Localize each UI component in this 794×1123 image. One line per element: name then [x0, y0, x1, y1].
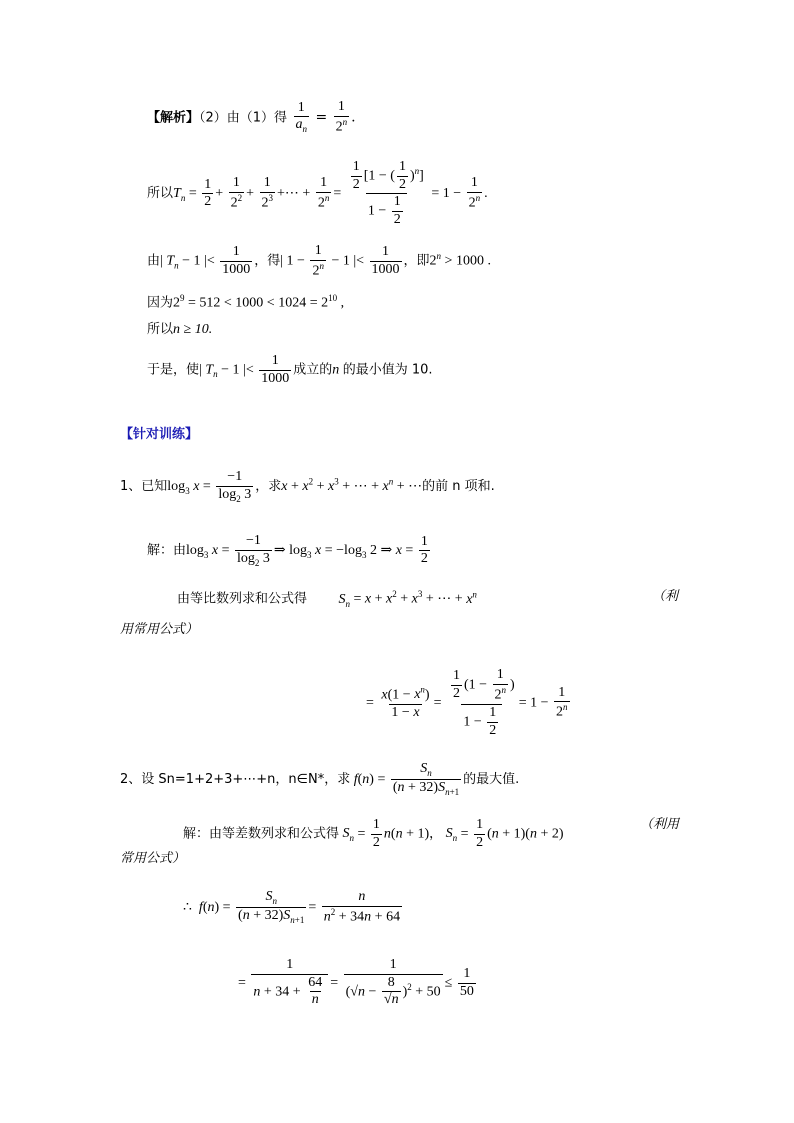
cond-prefix: 由 [147, 253, 161, 269]
because-label: 因为 [147, 295, 174, 311]
conclusion-prefix: 于是，使 [147, 362, 200, 378]
n-ge-10: n ≥ 10. [173, 322, 213, 337]
q2-note: （利用 [640, 817, 680, 832]
so-label: 所以 [147, 322, 174, 337]
analysis-line-conclusion: 于是，使| $T_n - 1$ |< $\frac{1}{1000}$ 成立的n 的最小值为 10. [147, 353, 433, 386]
analysis-line-condition: 由| $T_n - 1$ |< $\frac{1}{1000}$ ，得| 1 − $\frac{1}{2^n}$ − 1 |< $\frac{1}{1000}$ ，即$2^n > 1000$ . [147, 243, 491, 279]
q1-ask: ，求 [255, 479, 282, 495]
conclusion-end: 的最小值为 10. [342, 362, 433, 378]
fraction-1-over-2n: $\frac{1}{2^n}$ [335, 99, 348, 135]
analysis-part: （2）由（1）得 [199, 110, 288, 126]
analysis-line-because: 因为$2^9 = 512 < 1000 < 1024 = 2^{10}$ , [147, 293, 345, 311]
q2-statement: 2、设 Sn=1+2+3+⋯+n，n∈N*，求 f(n) = $\frac{S_n}{(n + 32)S_{n+1}}$ 的最大值. [120, 761, 520, 798]
analysis-line-1: 【解析】（2）由（1）得 $\frac{1}{a_n}$ = $\frac{1}{2^n}$ . [147, 99, 356, 135]
q1-result-line: = $\frac{x(1 - x^n)}{1 - x}$ = $\frac{1}{2}$ (1 − $\frac{1}{2^n}$ ) 1 − $\frac{1}{2}$ = 1 − $\frac{1}{2^n}$ [366, 667, 568, 738]
q2-solution-label: 解：由等差数列求和公式得 [183, 826, 340, 842]
q2-bound-line: = 1 n + 34 + $\frac{64}{n}$ = 1 (√n − $\frac{8}{√n}$ )$^2$ + 50 ≤ $\frac{1}{50}$ [238, 957, 474, 1008]
analysis-line-tn: 所以$T_n$ = $\frac{1}{2}$ + $\frac{1}{2^2}$ + $\frac{1}{2^3}$ +⋯ + $\frac{1}{2^n}$ = $\frac{1}{2}$ [1 − ( $\frac{1}{2}$ )$^n$] 1 − $\frac{1}{2}$ = 1 − $\frac{1}{2^n}$ . [147, 159, 488, 228]
q2-therefore-line: ∴ f(n) = $\frac{S_n}{(n + 32)S_{n+1}}$ = $\frac{n}{n^2 + 34n + 64}$ [183, 889, 401, 926]
cond-then: ，即 [403, 253, 430, 269]
q2-number: 2、 [120, 771, 142, 787]
q1-formula-line: 由等比数列求和公式得 $S_n = x + x^2 + x^3$ + ⋯ + $x^n$ [177, 589, 477, 609]
analysis-line-so [147, 323, 212, 337]
conclusion-mid: 成立的 [293, 362, 333, 378]
cond-mid: ，得 [254, 253, 281, 269]
tn-prefix: 所以 [147, 186, 174, 202]
section-title: 【针对训练】 [120, 427, 199, 442]
q1-solution-line: 解：由$\log_3 x$ = $\frac{-1}{\log_2 3}$ ⇒ $\log_3 x = -\log_3$ 2 ⇒ x = $\frac{1}{2}$ [147, 533, 428, 568]
q2-note-2: 常用公式） [120, 851, 186, 866]
q2-sep: ， [429, 826, 443, 842]
geometric-sum-fraction: $\frac{1}{2}$ [1 − ( $\frac{1}{2}$ )$^n$] 1 − $\frac{1}{2}$ [352, 159, 424, 228]
fraction-1-over-an: $\frac{1}{a_n}$ [295, 99, 308, 135]
q2-ask-end: 的最大值. [463, 771, 520, 787]
q2-text: 设 Sn=1+2+3+⋯+n，n∈N*，求 [141, 771, 351, 787]
q2-solution-line: 解：由等差数列求和公式得 $S_n$ = $\frac{1}{2}$ n(n + 1)， $S_n$ = $\frac{1}{2}$ (n + 1)(n + 2) [183, 817, 564, 850]
q1-note: （利 [652, 589, 679, 604]
q1-number: 1、 [120, 479, 142, 495]
q1-given: 已知 [141, 479, 168, 495]
q1-statement: 1、已知$\log_3 x$ = $\frac{-1}{\log_2 3}$ ，求$x + x^2 + x^3$ + ⋯ + $x^n$ + ⋯的前 n 项和. [120, 469, 495, 504]
q1-note-2: 用常用公式） [120, 622, 199, 637]
q1-solution-label: 解：由 [147, 543, 187, 559]
q1-formula-prefix: 由等比数列求和公式得 [177, 591, 308, 607]
therefore-symbol: ∴ [183, 899, 192, 915]
q1-ask-end: 的前 n 项和. [422, 479, 495, 495]
analysis-label: 【解析】 [147, 110, 200, 126]
